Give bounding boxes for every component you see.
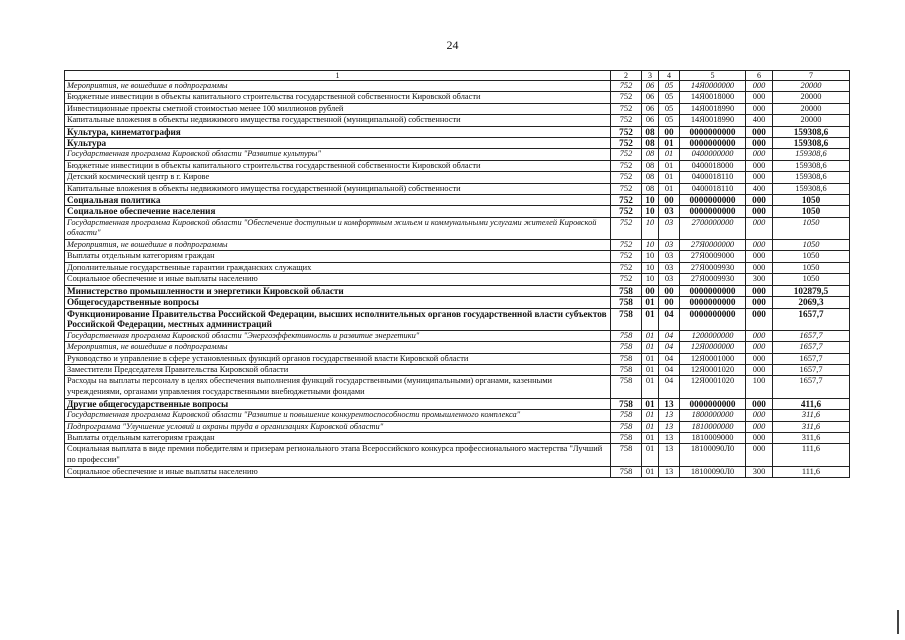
row-section-cell: 00 [642, 285, 659, 296]
row-name-cell: Общегосударственные вопросы [65, 297, 611, 308]
row-section-cell: 10 [642, 206, 659, 217]
row-subsection-cell: 13 [659, 409, 680, 421]
row-subsection-cell: 05 [659, 115, 680, 126]
table-row [65, 274, 850, 285]
row-section-cell: 01 [642, 342, 659, 353]
row-section-cell: 01 [642, 432, 659, 443]
row-name-cell: Государственная программа Кировской области "Развитие и повышение конкурентоспособности промышленного комплекса" [65, 409, 611, 421]
row-subsection-cell: 04 [659, 364, 680, 375]
table-row [65, 149, 850, 160]
row-ministry-code-cell: 752 [611, 240, 642, 251]
row-expense-type-cell: 000 [746, 262, 773, 273]
row-amount-cell: 102879,5 [773, 285, 850, 296]
row-name-cell: Функционирование Правительства Российской Федерации, высших исполнительных органов государственной власти субъектов Российской Федерации, местных администраций [65, 308, 611, 330]
table-row [65, 92, 850, 103]
row-ministry-code-cell: 752 [611, 103, 642, 114]
header-col-5: 5 [680, 71, 746, 81]
row-target-article-cell: 27Я0009000 [680, 251, 746, 262]
row-target-article-cell: 0000000000 [680, 308, 746, 330]
row-section-cell: 10 [642, 251, 659, 262]
row-expense-type-cell: 000 [746, 421, 773, 432]
table-row [65, 115, 850, 126]
row-ministry-code-cell: 752 [611, 217, 642, 239]
table-row [65, 160, 850, 171]
table-row [65, 466, 850, 477]
row-name-cell: Капитальные вложения в объекты недвижимого имущества государственной (муниципальной) собственности [65, 183, 611, 194]
row-subsection-cell: 01 [659, 183, 680, 194]
table-row [65, 262, 850, 273]
row-expense-type-cell: 000 [746, 251, 773, 262]
row-amount-cell: 159308,6 [773, 126, 850, 137]
row-subsection-cell: 03 [659, 262, 680, 273]
row-section-cell: 08 [642, 149, 659, 160]
row-name-cell: Государственная программа Кировской области "Энергоэффективность и развитие энергетики" [65, 330, 611, 341]
row-subsection-cell: 03 [659, 274, 680, 285]
row-ministry-code-cell: 758 [611, 421, 642, 432]
row-target-article-cell: 12Я0000000 [680, 342, 746, 353]
row-target-article-cell: 0400000000 [680, 149, 746, 160]
row-expense-type-cell: 000 [746, 330, 773, 341]
row-name-cell: Другие общегосударственные вопросы [65, 398, 611, 409]
row-amount-cell: 1050 [773, 217, 850, 239]
row-target-article-cell: 1810000000 [680, 421, 746, 432]
row-subsection-cell: 04 [659, 342, 680, 353]
row-expense-type-cell: 000 [746, 172, 773, 183]
row-target-article-cell: 14Я0018990 [680, 103, 746, 114]
row-amount-cell: 1657,7 [773, 330, 850, 341]
row-subsection-cell: 00 [659, 126, 680, 137]
row-subsection-cell: 05 [659, 103, 680, 114]
row-section-cell: 08 [642, 126, 659, 137]
row-name-cell: Мероприятия, не вошедшие в подпрограммы [65, 342, 611, 353]
table-row [65, 285, 850, 296]
row-name-cell: Инвестиционные проекты сметной стоимостью менее 100 миллионов рублей [65, 103, 611, 114]
row-name-cell: Социальная выплата в виде премии победителям и призерам регионального этапа Всероссийского конкурса профессионального мастерства "Лучший по профессии" [65, 444, 611, 466]
row-subsection-cell: 04 [659, 376, 680, 398]
row-amount-cell: 1657,7 [773, 353, 850, 364]
table-row [65, 297, 850, 308]
row-target-article-cell: 0400018110 [680, 172, 746, 183]
row-amount-cell: 2069,3 [773, 297, 850, 308]
row-ministry-code-cell: 752 [611, 172, 642, 183]
row-ministry-code-cell: 752 [611, 81, 642, 92]
table-row [65, 217, 850, 239]
row-expense-type-cell: 000 [746, 138, 773, 149]
row-name-cell: Мероприятия, не вошедшие в подпрограммы [65, 81, 611, 92]
row-amount-cell: 159308,6 [773, 183, 850, 194]
header-col-2: 2 [611, 71, 642, 81]
row-subsection-cell: 13 [659, 398, 680, 409]
row-amount-cell: 411,6 [773, 398, 850, 409]
row-section-cell: 10 [642, 195, 659, 206]
row-expense-type-cell: 000 [746, 240, 773, 251]
row-section-cell: 01 [642, 297, 659, 308]
table-row [65, 421, 850, 432]
row-target-article-cell: 14Я0018990 [680, 115, 746, 126]
row-expense-type-cell: 000 [746, 308, 773, 330]
row-section-cell: 01 [642, 376, 659, 398]
table-row [65, 206, 850, 217]
row-target-article-cell: 18100090Л0 [680, 444, 746, 466]
row-subsection-cell: 05 [659, 81, 680, 92]
row-target-article-cell: 12Я0001020 [680, 376, 746, 398]
row-ministry-code-cell: 758 [611, 364, 642, 375]
row-name-cell: Социальное обеспечение и иные выплаты населению [65, 466, 611, 477]
table-row [65, 444, 850, 466]
row-section-cell: 01 [642, 421, 659, 432]
row-ministry-code-cell: 758 [611, 432, 642, 443]
table-row [65, 376, 850, 398]
row-target-article-cell: 0000000000 [680, 297, 746, 308]
row-name-cell: Бюджетные инвестиции в объекты капитального строительства государственной собственности Кировской области [65, 92, 611, 103]
row-section-cell: 01 [642, 330, 659, 341]
row-subsection-cell: 01 [659, 160, 680, 171]
row-ministry-code-cell: 758 [611, 409, 642, 421]
row-target-article-cell: 0400018110 [680, 183, 746, 194]
row-ministry-code-cell: 752 [611, 262, 642, 273]
table-row [65, 330, 850, 341]
row-section-cell: 01 [642, 353, 659, 364]
row-expense-type-cell: 000 [746, 398, 773, 409]
row-section-cell: 01 [642, 466, 659, 477]
row-amount-cell: 1050 [773, 206, 850, 217]
row-target-article-cell: 0000000000 [680, 138, 746, 149]
row-name-cell: Расходы на выплаты персоналу в целях обеспечения выполнения функций государственными (муниципальными) органами, казенными учреждениями, органами управления государственными внебюджетными фондами [65, 376, 611, 398]
row-ministry-code-cell: 758 [611, 285, 642, 296]
row-section-cell: 01 [642, 308, 659, 330]
row-name-cell: Государственная программа Кировской области "Обеспечение доступным и комфортным жильем и коммунальными услугами жителей Кировской области" [65, 217, 611, 239]
row-ministry-code-cell: 758 [611, 342, 642, 353]
row-section-cell: 06 [642, 115, 659, 126]
row-name-cell: Выплаты отдельным категориям граждан [65, 432, 611, 443]
table-row [65, 398, 850, 409]
row-section-cell: 06 [642, 92, 659, 103]
row-ministry-code-cell: 752 [611, 138, 642, 149]
row-subsection-cell: 03 [659, 240, 680, 251]
row-section-cell: 01 [642, 398, 659, 409]
row-expense-type-cell: 000 [746, 285, 773, 296]
row-ministry-code-cell: 758 [611, 444, 642, 466]
row-subsection-cell: 00 [659, 297, 680, 308]
row-subsection-cell: 13 [659, 432, 680, 443]
row-ministry-code-cell: 758 [611, 308, 642, 330]
row-ministry-code-cell: 758 [611, 297, 642, 308]
row-amount-cell: 159308,6 [773, 149, 850, 160]
header-col-1: 1 [65, 71, 611, 81]
row-subsection-cell: 13 [659, 466, 680, 477]
table-row [65, 103, 850, 114]
table-row [65, 195, 850, 206]
row-ministry-code-cell: 758 [611, 353, 642, 364]
row-subsection-cell: 01 [659, 138, 680, 149]
row-expense-type-cell: 000 [746, 103, 773, 114]
row-ministry-code-cell: 752 [611, 160, 642, 171]
row-expense-type-cell: 100 [746, 376, 773, 398]
row-expense-type-cell: 000 [746, 206, 773, 217]
row-expense-type-cell: 000 [746, 217, 773, 239]
row-expense-type-cell: 000 [746, 444, 773, 466]
row-expense-type-cell: 000 [746, 81, 773, 92]
row-target-article-cell: 0000000000 [680, 285, 746, 296]
row-amount-cell: 1050 [773, 251, 850, 262]
row-section-cell: 08 [642, 160, 659, 171]
row-ministry-code-cell: 752 [611, 251, 642, 262]
row-section-cell: 01 [642, 409, 659, 421]
row-section-cell: 08 [642, 172, 659, 183]
table-row [65, 126, 850, 137]
row-expense-type-cell: 000 [746, 297, 773, 308]
row-amount-cell: 20000 [773, 81, 850, 92]
row-target-article-cell: 0000000000 [680, 398, 746, 409]
row-ministry-code-cell: 758 [611, 376, 642, 398]
row-ministry-code-cell: 752 [611, 115, 642, 126]
row-amount-cell: 1657,7 [773, 364, 850, 375]
row-subsection-cell: 03 [659, 206, 680, 217]
row-subsection-cell: 05 [659, 92, 680, 103]
row-name-cell: Дополнительные государственные гарантии гражданских служащих [65, 262, 611, 273]
row-expense-type-cell: 000 [746, 126, 773, 137]
row-subsection-cell: 04 [659, 353, 680, 364]
row-expense-type-cell: 400 [746, 115, 773, 126]
row-amount-cell: 1050 [773, 240, 850, 251]
row-target-article-cell: 27Я0000000 [680, 240, 746, 251]
row-amount-cell: 20000 [773, 115, 850, 126]
row-amount-cell: 1657,7 [773, 342, 850, 353]
row-target-article-cell: 0000000000 [680, 195, 746, 206]
row-target-article-cell: 1810009000 [680, 432, 746, 443]
row-subsection-cell: 03 [659, 217, 680, 239]
row-expense-type-cell: 000 [746, 195, 773, 206]
row-expense-type-cell: 000 [746, 432, 773, 443]
row-amount-cell: 20000 [773, 92, 850, 103]
row-target-article-cell: 0000000000 [680, 206, 746, 217]
row-target-article-cell: 18100090Л0 [680, 466, 746, 477]
row-amount-cell: 159308,6 [773, 172, 850, 183]
row-ministry-code-cell: 752 [611, 183, 642, 194]
table-row [65, 342, 850, 353]
row-target-article-cell: 14Я0000000 [680, 81, 746, 92]
row-target-article-cell: 27Я0009930 [680, 274, 746, 285]
table-row [65, 138, 850, 149]
row-target-article-cell: 0400018000 [680, 160, 746, 171]
row-expense-type-cell: 000 [746, 409, 773, 421]
row-amount-cell: 1050 [773, 195, 850, 206]
row-target-article-cell: 1200000000 [680, 330, 746, 341]
row-amount-cell: 1657,7 [773, 376, 850, 398]
row-ministry-code-cell: 758 [611, 398, 642, 409]
table-row [65, 432, 850, 443]
table-row [65, 172, 850, 183]
page-number: 24 [446, 38, 459, 52]
row-ministry-code-cell: 752 [611, 206, 642, 217]
table-row [65, 364, 850, 375]
row-name-cell: Министерство промышленности и энергетики Кировской области [65, 285, 611, 296]
row-expense-type-cell: 300 [746, 274, 773, 285]
row-subsection-cell: 00 [659, 285, 680, 296]
row-section-cell: 08 [642, 138, 659, 149]
table-row [65, 251, 850, 262]
row-section-cell: 10 [642, 262, 659, 273]
row-amount-cell: 1050 [773, 274, 850, 285]
row-name-cell: Выплаты отдельным категориям граждан [65, 251, 611, 262]
row-target-article-cell: 1800000000 [680, 409, 746, 421]
row-amount-cell: 1050 [773, 262, 850, 273]
row-section-cell: 01 [642, 444, 659, 466]
row-amount-cell: 111,6 [773, 444, 850, 466]
row-amount-cell: 159308,6 [773, 160, 850, 171]
row-section-cell: 10 [642, 274, 659, 285]
row-subsection-cell: 13 [659, 421, 680, 432]
row-expense-type-cell: 000 [746, 92, 773, 103]
table-row [65, 183, 850, 194]
row-name-cell: Культура [65, 138, 611, 149]
row-subsection-cell: 04 [659, 308, 680, 330]
row-section-cell: 10 [642, 217, 659, 239]
table-row [65, 240, 850, 251]
row-amount-cell: 159308,6 [773, 138, 850, 149]
row-amount-cell: 1657,7 [773, 308, 850, 330]
row-name-cell: Бюджетные инвестиции в объекты капитального строительства государственной собственности Кировской области [65, 160, 611, 171]
row-subsection-cell: 01 [659, 172, 680, 183]
row-expense-type-cell: 300 [746, 466, 773, 477]
row-target-article-cell: 2700000000 [680, 217, 746, 239]
row-name-cell: Детский космический центр в г. Кирове [65, 172, 611, 183]
row-target-article-cell: 12Я0001000 [680, 353, 746, 364]
header-col-6: 6 [746, 71, 773, 81]
row-ministry-code-cell: 752 [611, 149, 642, 160]
row-expense-type-cell: 000 [746, 353, 773, 364]
row-expense-type-cell: 000 [746, 160, 773, 171]
row-subsection-cell: 00 [659, 195, 680, 206]
row-section-cell: 01 [642, 364, 659, 375]
row-name-cell: Социальная политика [65, 195, 611, 206]
row-name-cell: Подпрограмма "Улучшение условий и охраны труда в организациях Кировской области" [65, 421, 611, 432]
table-row [65, 353, 850, 364]
row-amount-cell: 20000 [773, 103, 850, 114]
row-expense-type-cell: 400 [746, 183, 773, 194]
header-col-3: 3 [642, 71, 659, 81]
row-name-cell: Социальное обеспечение и иные выплаты населению [65, 274, 611, 285]
row-name-cell: Руководство и управление в сфере установленных функций органов государственной власти Кировской области [65, 353, 611, 364]
scan-edge-mark [897, 610, 899, 634]
row-section-cell: 10 [642, 240, 659, 251]
row-ministry-code-cell: 752 [611, 126, 642, 137]
row-target-article-cell: 12Я0001020 [680, 364, 746, 375]
table-header-row [65, 71, 850, 81]
row-ministry-code-cell: 752 [611, 92, 642, 103]
row-expense-type-cell: 000 [746, 364, 773, 375]
row-section-cell: 06 [642, 81, 659, 92]
row-subsection-cell: 03 [659, 251, 680, 262]
row-amount-cell: 311,6 [773, 421, 850, 432]
row-name-cell: Мероприятия, не вошедшие в подпрограммы [65, 240, 611, 251]
row-subsection-cell: 13 [659, 444, 680, 466]
row-name-cell: Заместители Председателя Правительства Кировской области [65, 364, 611, 375]
table-row [65, 409, 850, 421]
header-col-7: 7 [773, 71, 850, 81]
budget-table [64, 70, 850, 478]
row-name-cell: Социальное обеспечение населения [65, 206, 611, 217]
row-subsection-cell: 04 [659, 330, 680, 341]
row-amount-cell: 111,6 [773, 466, 850, 477]
row-expense-type-cell: 000 [746, 342, 773, 353]
row-amount-cell: 311,6 [773, 432, 850, 443]
row-ministry-code-cell: 758 [611, 466, 642, 477]
row-subsection-cell: 01 [659, 149, 680, 160]
row-section-cell: 06 [642, 103, 659, 114]
row-section-cell: 08 [642, 183, 659, 194]
row-ministry-code-cell: 758 [611, 330, 642, 341]
row-expense-type-cell: 000 [746, 149, 773, 160]
row-name-cell: Капитальные вложения в объекты недвижимого имущества государственной (муниципальной) собственности [65, 115, 611, 126]
row-ministry-code-cell: 752 [611, 195, 642, 206]
row-ministry-code-cell: 752 [611, 274, 642, 285]
table-row [65, 81, 850, 92]
row-amount-cell: 311,6 [773, 409, 850, 421]
table-row [65, 308, 850, 330]
row-name-cell: Государственная программа Кировской области "Развитие культуры" [65, 149, 611, 160]
row-target-article-cell: 14Я0018000 [680, 92, 746, 103]
row-target-article-cell: 27Я0009930 [680, 262, 746, 273]
header-col-4: 4 [659, 71, 680, 81]
row-name-cell: Культура, кинематография [65, 126, 611, 137]
row-target-article-cell: 0000000000 [680, 126, 746, 137]
